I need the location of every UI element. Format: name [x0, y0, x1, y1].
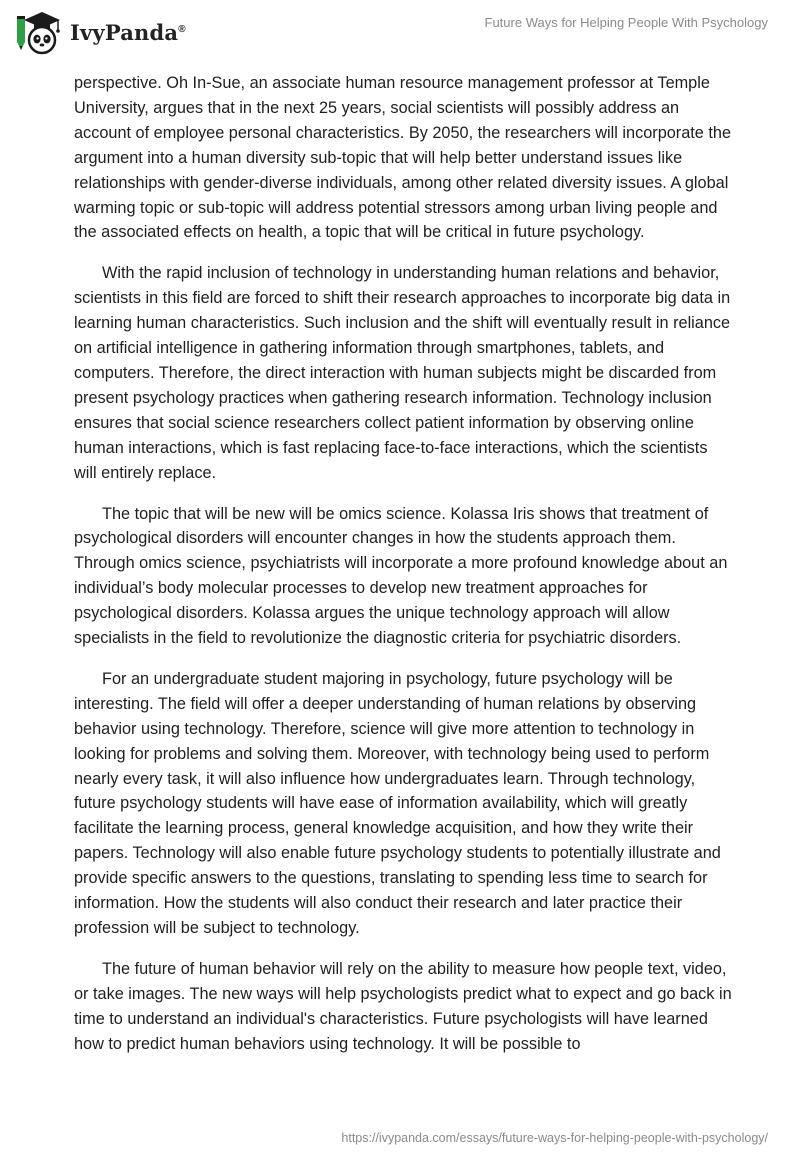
paragraph-3: The topic that will be new will be omics science. Kolassa Iris shows that treatment of psychological disorders will encounter changes in how the students approach them. Through omics science, psychiatrists will incorporate a more profound knowledge about an individual’s body molecular processes to develop new treatment approaches for psychological disorders. Kolassa argues the unique technology approach will allow specialists in the field to revolutionize the diagnostic criteria for psychiatric disorders. — [74, 504, 728, 648]
paragraph-4: For an undergraduate student majoring in psychology, future psychology will be interesting. The field will offer a deeper understanding of human relations by observing behavior using technology. Therefore, science will give more attention to technology in looking for problems and solving them. Moreover, with technology being used to perform nearly every task, it will also influence how undergraduates learn. Through technology, future psychology students will have ease of information availability, which will greatly facilitate the learning process, general knowledge acquisition, and how they write their papers. Technology will also enable future psychology students to potentially illustrate and provide specific answers to the questions, translating to spending less time to search for information. How the students will also conduct their research and later practice their profession will be subject to technology. — [74, 669, 721, 937]
brand-name: IvyPanda® — [70, 19, 186, 45]
paragraph-2: With the rapid inclusion of technology in understanding human relations and behavior, scientists in this field are forced to shift their research approaches to incorporate big data in learning human characteristics. Such inclusion and the shift will eventually result in reliance on artificial intelligence in gathering information through smartphones, tablets, and computers. Therefore, the direct interaction with human subjects might be discarded from present psychology practices when gathering research information. Technology inclusion ensures that social science researchers collect patient information by observing online human interactions, which is fast replacing face-to-face interactions, which the scientists will entirely replace. — [74, 264, 731, 482]
essay-body — [74, 71, 734, 1073]
source-url[interactable]: https://ivypanda.com/essays/future-ways-for-helping-people-with-psychology/ — [341, 1131, 768, 1145]
page-header — [0, 0, 800, 66]
registered-mark: ® — [178, 23, 186, 35]
paragraph-1: perspective. Oh In-Sue, an associate human resource management professor at Temple University, argues that in the next 25 years, social scientists will possibly address an account of employee personal characteristics. By 2050, the researchers will incorporate the argument into a human diversity sub-topic that will help better understand issues like relationships with gender-diverse individuals, among other related diversity issues. A global warming topic or sub-topic will address potential stressors among urban living people and the associated effects on health, a topic that will be critical in future psychology. — [74, 74, 732, 242]
paragraph-5: The future of human behavior will rely on the ability to measure how people text, video, or take images. The new ways will help psychologists predict what to expect and go back in time to understand an individual's characteristics. Future psychologists will have learned how to predict human behaviors using technology. It will be possible to — [74, 959, 732, 1053]
brand-logo[interactable] — [14, 8, 186, 56]
document-title: Future Ways for Helping People With Psychology — [484, 15, 768, 30]
panda-graduate-icon — [14, 8, 64, 56]
